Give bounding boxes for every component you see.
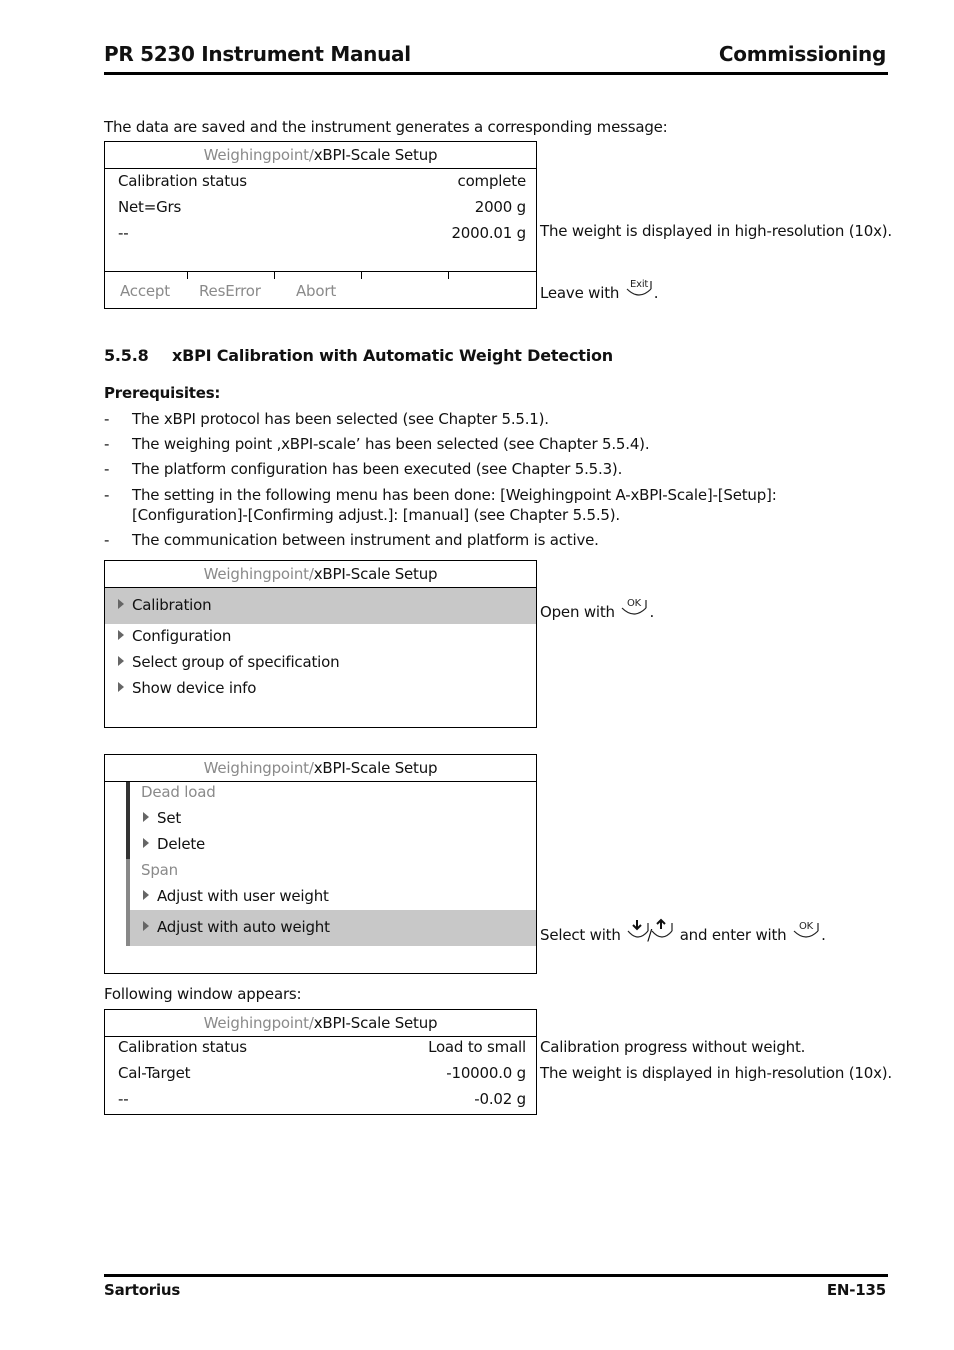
row-label: Calibration status bbox=[118, 1038, 247, 1056]
note-text: Leave with bbox=[540, 284, 620, 302]
row-value: -10000.0 g bbox=[446, 1064, 526, 1082]
triangle-right-icon bbox=[143, 812, 149, 822]
note-text-suffix: . bbox=[649, 603, 655, 621]
menu-item-label: Adjust with user weight bbox=[157, 887, 329, 905]
highres-row bbox=[118, 1089, 526, 1109]
list-dash: - bbox=[104, 486, 110, 504]
exit-key-icon bbox=[624, 275, 654, 304]
row-value: 2000.01 g bbox=[451, 224, 526, 242]
note-progress: Calibration progress without weight. bbox=[540, 1038, 806, 1056]
row-value: 2000 g bbox=[474, 198, 526, 216]
triangle-right-icon bbox=[143, 921, 149, 931]
note-highres: The weight is displayed in high-resolution (10x). bbox=[540, 1064, 892, 1082]
accept-softkey[interactable]: Accept bbox=[120, 282, 170, 300]
header-rule bbox=[104, 72, 888, 75]
note-text: Select with bbox=[540, 926, 621, 944]
triangle-right-icon bbox=[143, 838, 149, 848]
row-value: complete bbox=[457, 172, 526, 190]
list-item: The weighing point ‚xBPI-scale’ has been selected (see Chapter 5.5.4). bbox=[132, 435, 650, 453]
svg-text:Exit: Exit bbox=[629, 279, 648, 290]
menu-item-auto-weight[interactable] bbox=[143, 917, 526, 937]
softkey-divider bbox=[361, 272, 362, 279]
section-number: 5.5.8 bbox=[104, 346, 149, 365]
list-dash: - bbox=[104, 460, 110, 478]
list-dash: - bbox=[104, 435, 110, 453]
group-label-dead-load: Dead load bbox=[141, 783, 216, 801]
display-screen-calibration-progress bbox=[104, 1009, 537, 1115]
chapter-title: Commissioning bbox=[718, 42, 886, 66]
group-label-span: Span bbox=[141, 861, 178, 879]
following-text: Following window appears: bbox=[104, 985, 302, 1003]
svg-text:OK: OK bbox=[799, 921, 814, 932]
note-text-suffix: . bbox=[821, 926, 826, 944]
menu-item-label: Set bbox=[157, 809, 182, 827]
ok-key-icon bbox=[619, 594, 649, 623]
row-value: Load to small bbox=[428, 1038, 526, 1056]
menu-item-user-weight[interactable] bbox=[143, 886, 526, 906]
list-dash: - bbox=[104, 531, 110, 549]
highres-row bbox=[118, 223, 526, 243]
list-item: The communication between instrument and platform is active. bbox=[132, 531, 599, 549]
display-screen-calibration-menu bbox=[104, 754, 537, 974]
section-title: xBPI Calibration with Automatic Weight Detection bbox=[172, 346, 613, 365]
svg-text:OK: OK bbox=[627, 598, 642, 609]
footer-brand: Sartorius bbox=[104, 1281, 181, 1299]
net-row bbox=[118, 197, 526, 217]
softkey-divider bbox=[187, 272, 188, 279]
slash-separator: / bbox=[647, 926, 653, 944]
path-title: xBPI-Scale Setup bbox=[313, 565, 438, 583]
screen-header bbox=[105, 561, 536, 588]
target-row bbox=[118, 1063, 526, 1083]
row-label: Calibration status bbox=[118, 172, 247, 190]
path-title: xBPI-Scale Setup bbox=[313, 146, 438, 164]
note-text: Open with bbox=[540, 603, 615, 621]
triangle-right-icon bbox=[118, 682, 124, 692]
note-open bbox=[540, 598, 654, 627]
path-prefix: Weighingpoint/ bbox=[203, 146, 314, 164]
row-label: -- bbox=[118, 224, 129, 242]
list-dash: - bbox=[104, 410, 110, 428]
screen-header bbox=[105, 755, 536, 782]
menu-item-label: Delete bbox=[157, 835, 206, 853]
list-item-continued: [Configuration]-[Confirming adjust.]: [manual] (see Chapter 5.5.5). bbox=[132, 506, 620, 524]
row-value: -0.02 g bbox=[474, 1090, 526, 1108]
menu-item-label: Select group of specification bbox=[132, 653, 340, 671]
status-row bbox=[118, 171, 526, 191]
list-item: The platform configuration has been executed (see Chapter 5.5.3). bbox=[132, 460, 623, 478]
softkey-divider bbox=[448, 272, 449, 279]
list-item: The setting in the following menu has been done: [Weighingpoint A-xBPI-Scale]-[Setup]: bbox=[132, 486, 777, 504]
menu-item-calibration[interactable] bbox=[118, 595, 526, 615]
softkey-divider bbox=[274, 272, 275, 279]
note-highres: The weight is displayed in high-resolution (10x). bbox=[540, 222, 892, 240]
menu-item-label: Configuration bbox=[132, 627, 232, 645]
page-number: EN-135 bbox=[826, 1281, 886, 1299]
path-title: xBPI-Scale Setup bbox=[313, 759, 438, 777]
display-screen-setup-menu bbox=[104, 560, 537, 728]
footer-rule bbox=[104, 1274, 888, 1277]
path-prefix: Weighingpoint/ bbox=[203, 1014, 314, 1032]
status-row bbox=[118, 1037, 526, 1057]
note-text-middle: and enter with bbox=[679, 926, 787, 944]
screen-header bbox=[105, 142, 536, 169]
screen-header bbox=[105, 1010, 536, 1037]
intro-text: The data are saved and the instrument generates a corresponding message: bbox=[104, 118, 668, 136]
menu-item-label: Adjust with auto weight bbox=[157, 918, 330, 936]
row-label: Net=Grs bbox=[118, 198, 182, 216]
menu-item-device-info[interactable] bbox=[118, 678, 526, 698]
menu-item-configuration[interactable] bbox=[118, 626, 526, 646]
prerequisites-heading: Prerequisites: bbox=[104, 384, 221, 402]
row-label: Cal-Target bbox=[118, 1064, 191, 1082]
abort-softkey[interactable]: Abort bbox=[296, 282, 337, 300]
arrow-up-key-icon bbox=[649, 917, 675, 946]
menu-item-select-group[interactable] bbox=[118, 652, 526, 672]
menu-item-delete[interactable] bbox=[143, 834, 526, 854]
ok-key-icon bbox=[791, 917, 821, 946]
menu-item-set[interactable] bbox=[143, 808, 526, 828]
document-title: PR 5230 Instrument Manual bbox=[104, 42, 411, 66]
display-screen-calibration-complete bbox=[104, 141, 537, 309]
triangle-right-icon bbox=[143, 890, 149, 900]
softkey-bar bbox=[105, 271, 536, 308]
path-prefix: Weighingpoint/ bbox=[203, 565, 314, 583]
scrollbar-track-top bbox=[126, 782, 130, 859]
note-select bbox=[540, 921, 826, 950]
menu-item-label: Show device info bbox=[132, 679, 257, 697]
arrow-down-key-icon bbox=[625, 917, 651, 946]
row-label: -- bbox=[118, 1090, 129, 1108]
triangle-right-icon bbox=[118, 630, 124, 640]
path-title: xBPI-Scale Setup bbox=[313, 1014, 438, 1032]
triangle-right-icon bbox=[118, 656, 124, 666]
menu-item-label: Calibration bbox=[132, 596, 212, 614]
reserror-softkey[interactable]: ResError bbox=[199, 282, 261, 300]
note-leave bbox=[540, 279, 658, 308]
list-item: The xBPI protocol has been selected (see Chapter 5.5.1). bbox=[132, 410, 549, 428]
path-prefix: Weighingpoint/ bbox=[203, 759, 314, 777]
triangle-right-icon bbox=[118, 599, 124, 609]
note-text-suffix: . bbox=[653, 284, 659, 302]
